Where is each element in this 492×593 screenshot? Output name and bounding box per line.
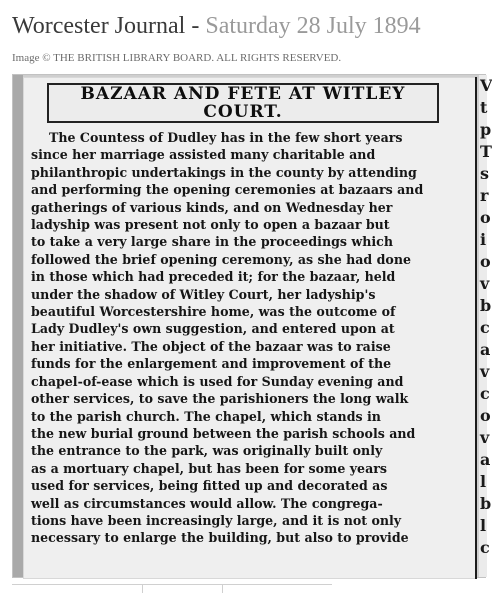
article-line: under the shadow of Witley Court, her ladyship's xyxy=(31,286,376,302)
toolbar-segment[interactable] xyxy=(142,585,223,593)
adjacent-column-glyph: l xyxy=(480,472,487,491)
adjacent-column-glyph: a xyxy=(480,450,491,469)
adjacent-column-glyph: a xyxy=(480,340,491,359)
adjacent-column-glyph: c xyxy=(480,538,490,557)
adjacent-column-glyph: c xyxy=(480,318,490,337)
newspaper-title xyxy=(12,12,421,40)
article-line: chapel-of-ease which is used for Sunday evening and xyxy=(31,373,404,389)
article-line: tions have been increasingly large, and it is not only xyxy=(31,512,402,528)
toolbar-segment[interactable] xyxy=(222,585,333,593)
article-line: necessary to enlarge the building, but also to provide xyxy=(31,530,409,546)
headline-line-2: COURT. xyxy=(203,102,283,122)
copyright-notice: Image © THE BRITISH LIBRARY BOARD. ALL RIGHTS RESERVED. xyxy=(12,52,342,64)
adjacent-column-glyph: l xyxy=(480,516,487,535)
article-line: used for services, being fitted up and decorated as xyxy=(31,478,388,494)
article-line: well as circumstances would allow. The congrega- xyxy=(31,495,383,511)
article-line: Lady Dudley's own suggestion, and entered upon at xyxy=(31,321,395,337)
article-line: philanthropic undertakings in the county by attending xyxy=(31,164,417,180)
adjacent-column-glyph: i xyxy=(480,230,487,249)
viewer-toolbar xyxy=(12,584,332,593)
article-line: and performing the opening ceremonies at bazaars and xyxy=(31,182,424,198)
adjacent-column-glyph: b xyxy=(480,296,492,315)
adjacent-column-glyph: v xyxy=(480,362,490,381)
article-line: gatherings of various kinds, and on Wednesday her xyxy=(31,199,393,215)
adjacent-column-glyph: b xyxy=(480,494,492,513)
adjacent-column-glyph: s xyxy=(480,164,490,183)
headline-line-1: BAZAAR AND FETE AT WITLEY xyxy=(80,84,406,104)
newspaper-name: Worcester Journal xyxy=(12,13,186,39)
adjacent-column-glyph: T xyxy=(480,142,492,161)
adjacent-column-fragment xyxy=(479,75,492,577)
adjacent-column-glyph: r xyxy=(480,186,489,205)
article-line: ladyship was present not only to open a bazaar but xyxy=(31,217,390,233)
scan-viewer[interactable] xyxy=(12,74,492,578)
adjacent-column-glyph: o xyxy=(480,208,491,227)
adjacent-column-glyph: v xyxy=(480,428,490,447)
article-line: followed the brief opening ceremony, as she had done xyxy=(31,251,411,267)
article-body xyxy=(31,129,467,547)
article-line: since her marriage assisted many charitable and xyxy=(31,147,376,163)
adjacent-column-glyph: p xyxy=(480,120,492,139)
issue-date: Saturday 28 July 1894 xyxy=(205,13,421,39)
column-rule xyxy=(475,77,477,579)
adjacent-column-glyph: o xyxy=(480,252,491,271)
adjacent-column-glyph: v xyxy=(480,274,490,293)
article-line: in those which had preceded it; for the bazaar, held xyxy=(31,269,396,285)
adjacent-column-glyph: c xyxy=(480,384,490,403)
article-line: to the parish church. The chapel, which stands in xyxy=(31,408,381,424)
scan-left-margin xyxy=(13,75,23,577)
article-line: funds for the enlargement and improvement of the xyxy=(31,356,392,372)
article-line: her initiative. The object of the bazaar was to raise xyxy=(31,338,391,354)
article-line: the entrance to the park, was originally built only xyxy=(31,443,383,459)
article-line: beautiful Worcestershire home, was the outcome of xyxy=(31,304,396,320)
article-line: the new burial ground between the parish schools and xyxy=(31,425,416,441)
article-line: as a mortuary chapel, but has been for some years xyxy=(31,460,387,476)
adjacent-column-glyph: t xyxy=(480,98,488,117)
scanned-page xyxy=(23,77,477,579)
article-line: other services, to save the parishioners the long walk xyxy=(31,391,409,407)
article-line: The Countess of Dudley has in the few short years xyxy=(49,130,403,145)
article-line: to take a very large share in the proceedings which xyxy=(31,234,393,250)
adjacent-column-glyph: V xyxy=(480,76,492,95)
adjacent-column-glyph: o xyxy=(480,406,491,425)
title-separator: - xyxy=(185,13,206,39)
article-headline xyxy=(47,85,439,121)
